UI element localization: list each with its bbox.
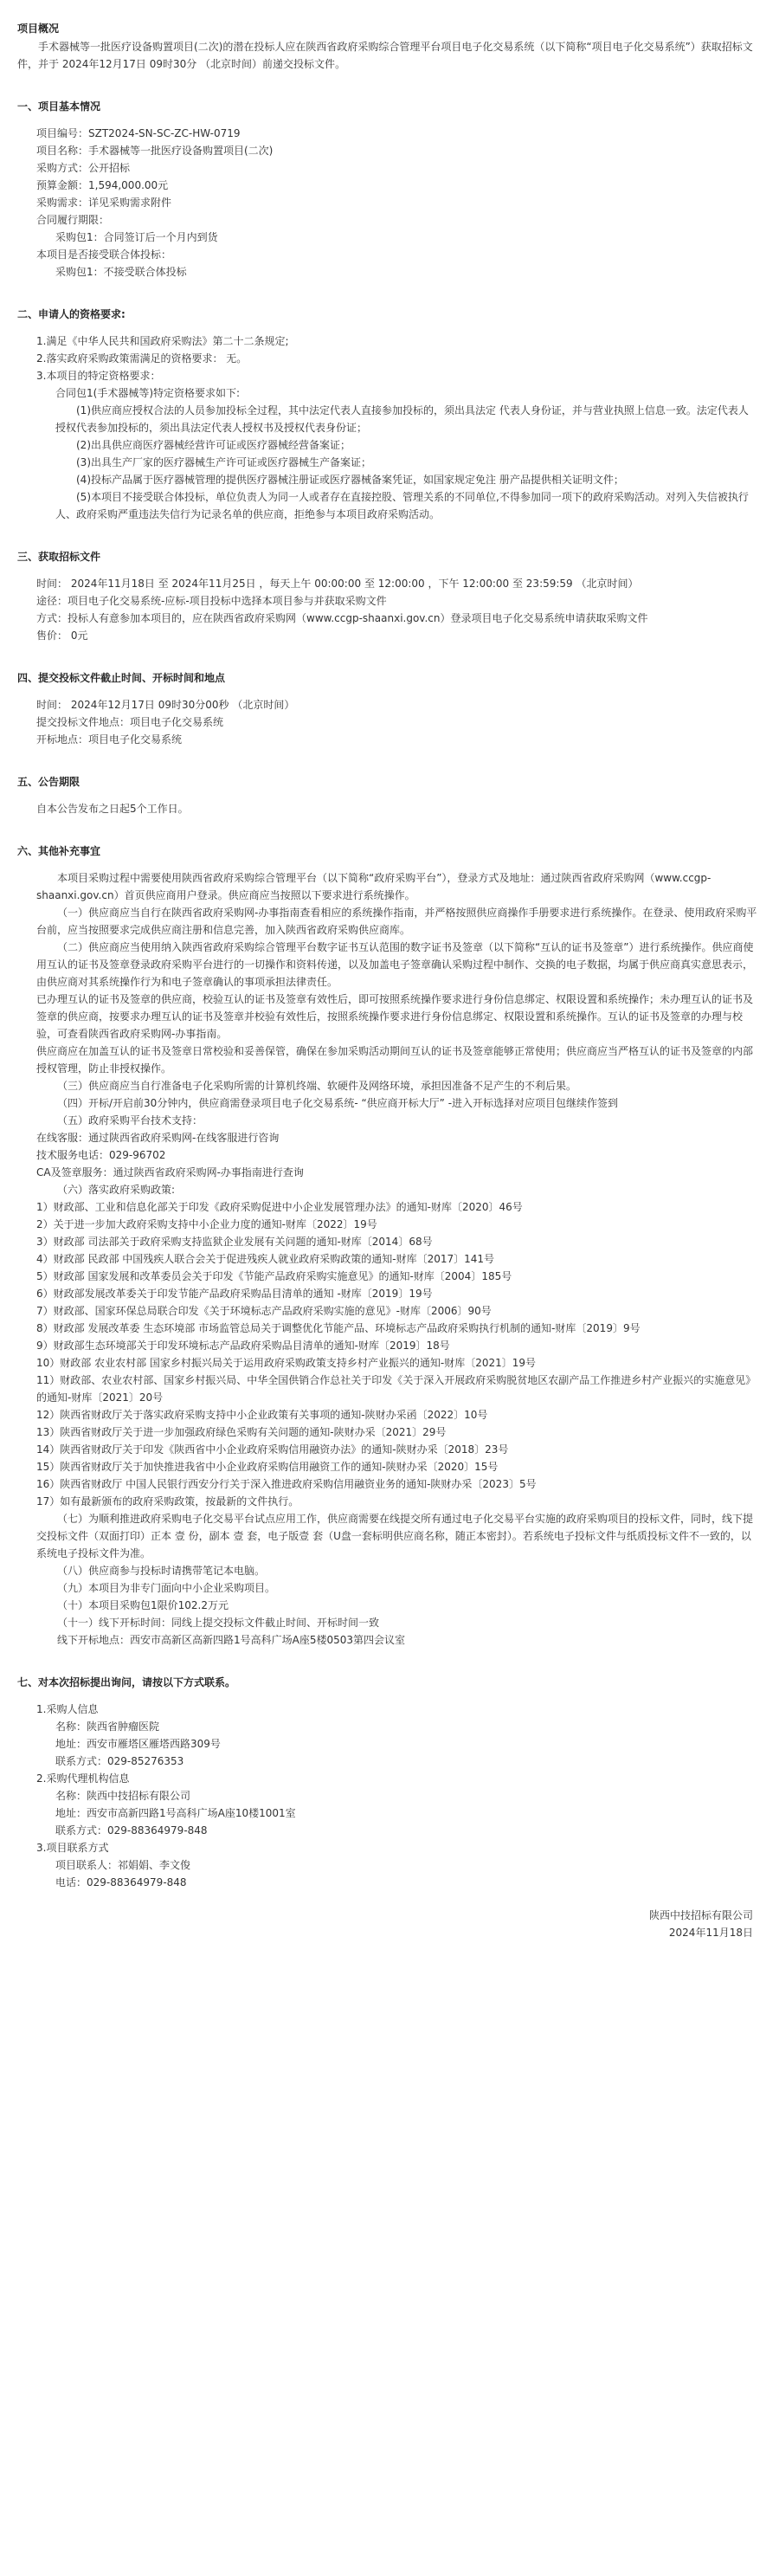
policy-item: 9）财政部生态环境部关于印发环境标志产品政府采购品目清单的通知-财库〔2019〕18号 <box>36 1340 450 1352</box>
other-item-8: （八）供应商参与投标时请携带笔记本电脑。 <box>57 1565 266 1577</box>
buyer-info-title: 1.采购人信息 <box>36 1703 99 1715</box>
other-item-6: （六）落实政府采购政策: <box>57 1184 176 1196</box>
policy-item: 11）财政部、农业农村部、国家乡村振兴局、中华全国供销合作总社关于印发《关于深入开展政府采购脱贫地区农副产品工作推进乡村产业振兴的实施意见》的通知-财库〔2021〕20号 <box>36 1374 756 1404</box>
section-7-title: 七、对本次招标提出询问，请按以下方式联系。 <box>17 1676 236 1688</box>
submit-location: 提交投标文件地点：项目电子化交易系统 <box>36 716 224 728</box>
policy-item: 13）陕西省财政厅关于进一步加强政府绿色采购有关问题的通知-陕财办采〔2021〕29号 <box>36 1426 447 1438</box>
buyer-address: 地址：西安市雁塔区雁塔西路309号 <box>55 1738 221 1750</box>
policy-item: 14）陕西省财政厅关于印发《陕西省中小企业政府采购信用融资办法》的通知-陕财办采〔2018〕23号 <box>36 1443 509 1456</box>
requirement-1: 1.满足《中华人民共和国政府采购法》第二十二条规定; <box>36 335 289 347</box>
other-item-5: （五）政府采购平台技术支持： <box>57 1114 203 1127</box>
specific-requirement: (5)本项目不接受联合体投标，单位负责人为同一人或者存在直接控股、管理关系的不同单位,不得参加同一项下的政府采购活动。对列入失信被执行人、政府采购严重违法失信行为记录名单的供应商，拒绝参与本项目政府采购活动。 <box>55 491 749 520</box>
other-item-1: （一）供应商应当自行在陕西省政府采购网-办事指南查看相应的系统操作指南，并严格按照供应商操作手册要求进行系统操作。在登录、使用政府采购平台前，应当按照要求完成供应商注册和信息完善，加入陕西省政府采购供应商库。 <box>36 907 757 936</box>
package-1-term: 采购包1：合同签订后一个月内到货 <box>55 231 218 243</box>
policy-item: 2）关于进一步加大政府采购支持中小企业力度的通知-财库〔2022〕19号 <box>36 1218 377 1230</box>
section-5-title: 五、公告期限 <box>17 776 80 788</box>
notice-period-text: 自本公告发布之日起5个工作日。 <box>36 803 189 815</box>
policy-item: 17）如有最新颁布的政府采购政策，按最新的文件执行。 <box>36 1495 299 1508</box>
policy-item: 12）陕西省财政厅关于落实政府采购支持中小企业政策有关事项的通知-陕财办采函〔2022〕10号 <box>36 1409 488 1421</box>
specific-requirement: (2)出具供应商医疗器械经营许可证或医疗器械经营备案证； <box>76 439 351 451</box>
project-name: 项目名称：手术器械等一批医疗设备购置项目(二次) <box>36 145 274 157</box>
contact-person: 项目联系人：祁娟娟、李文俊 <box>55 1859 191 1871</box>
section-2-title: 二、申请人的资格要求: <box>17 308 126 320</box>
budget-amount: 预算金额：1,594,000.00元 <box>36 179 169 191</box>
deadline-time: 时间： 2024年12月17日 09时30分00秒 （北京时间） <box>36 699 295 711</box>
policy-item: 8）财政部 发展改革委 生态环境部 市场监管总局关于调整优化节能产品、环境标志产品政府采购执行机制的通知-财库〔2019〕9号 <box>36 1322 641 1334</box>
buyer-phone: 联系方式：029-85276353 <box>55 1755 184 1767</box>
policy-item: 7）财政部、国家环保总局联合印发《关于环境标志产品政府采购实施的意见》-财库〔2006〕90号 <box>36 1305 492 1317</box>
opening-location: 开标地点：项目电子化交易系统 <box>36 733 183 746</box>
procurement-needs: 采购需求：详见采购需求附件 <box>36 197 172 209</box>
policy-item: 15）陕西省财政厅关于加快推进我省中小企业政府采购信用融资工作的通知-陕财办采〔2020〕15号 <box>36 1461 499 1473</box>
other-item-4: （四）开标/开启前30分钟内，供应商需登录项目电子化交易系统- “供应商开标大厅” -进入开标选择对应项目包继续作签到 <box>57 1097 619 1109</box>
policy-item: 1）财政部、工业和信息化部关于印发《政府采购促进中小企业发展管理办法》的通知-财库〔2020〕46号 <box>36 1201 523 1213</box>
overview-text: 手术器械等一批医疗设备购置项目(二次)的潜在投标人应在陕西省政府采购综合管理平台项目电子化交易系统（以下简称“项目电子化交易系统”）获取招标文件，并于 2024年12月17日 09时30分 （北京时间）前递交投标文件。 <box>17 41 753 70</box>
section-deadline <box>17 668 758 748</box>
other-item-3: （三）供应商应当自行准备电子化采购所需的计算机终端、软硬件及网络环境，承担因准备不足产生的不利后果。 <box>57 1080 577 1092</box>
other-item-2-detail: 已办理互认的证书及签章的供应商，校验互认的证书及签章有效性后，即可按照系统操作要求进行身份信息绑定、权限设置和系统操作；未办理互认的证书及签章的供应商，按要求办理互认的证书及签章并校验有效性后，按照系统操作要求进行身份信息绑定、权限设置和系统操作。互认的证书及签章的办理与校验，可查看陕西省政府采购网-办事指南。 <box>36 993 754 1040</box>
policy-item: 16）陕西省财政厅 中国人民银行西安分行关于深入推进政府采购信用融资业务的通知-陕财办采〔2023〕5号 <box>36 1478 537 1490</box>
requirement-2: 2.落实政府采购政策需满足的资格要求： 无。 <box>36 352 248 365</box>
contact-info-title: 3.项目联系方式 <box>36 1842 109 1854</box>
online-support: 在线客服：通过陕西省政府采购网-在线客服进行咨询 <box>36 1132 280 1144</box>
agent-name: 名称：陕西中技招标有限公司 <box>55 1790 191 1802</box>
agent-address: 地址：西安市高新四路1号高科广场A座10楼1001室 <box>55 1807 296 1819</box>
section-contacts <box>17 1673 758 1891</box>
requirement-3: 3.本项目的特定资格要求： <box>36 370 161 382</box>
package-1-requirements-intro: 合同包1(手术器械等)特定资格要求如下: <box>55 387 241 399</box>
section-other-matters <box>17 842 758 1649</box>
obtain-method: 方式：投标人有意参加本项目的，应在陕西省政府采购网（www.ccgp-shaanxi.gov.cn）登录项目电子化交易系统申请获取采购文件 <box>36 612 648 624</box>
section-basic-info <box>17 97 758 281</box>
procurement-method: 采购方式：公开招标 <box>36 162 131 174</box>
other-item-2-note: 供应商应在加盖互认的证书及签章日常校验和妥善保管，确保在参加采购活动期间互认的证书及签章能够正常使用；供应商应当严格互认的证书及签章的内部授权管理，防止非授权操作。 <box>36 1045 754 1075</box>
agent-phone: 联系方式：029-88364979-848 <box>55 1824 208 1837</box>
policy-item: 3）财政部 司法部关于政府采购支持监狱企业发展有关问题的通知-财库〔2014〕68号 <box>36 1236 433 1248</box>
specific-requirement: (3)出具生产厂家的医疗器械生产许可证或医疗器械生产备案证； <box>76 456 372 468</box>
signature-org: 陕西中技招标有限公司 <box>648 1909 753 1921</box>
other-item-2: （二）供应商应当使用纳入陕西省政府采购综合管理平台数字证书互认范围的数字证书及签章（以下简称“互认的证书及签章”）进行系统操作。供应商使用互认的证书及签章登录政府采购平台进行的一切操作和资料传递，以及加盖电子签章确认采购过程中制作、交换的电子数据，均属于供应商真实意思表示，由供应商对其系统操作行为和电子签章确认的事项承担法律责任。 <box>36 941 754 988</box>
other-item-7: （七）为顺利推进政府采购电子化交易平台试点应用工作，供应商需要在线提交所有通过电子化交易平台实施的政府采购项目的投标文件，同时，线下提交投标文件（双面打印）正本 壹 份，副本 壹 套，电子版壹 套（U盘一套标明供应商名称，随正本密封）。若系统电子投标文件与纸质投标文件不一致的，以系统电子投标文件为准。 <box>36 1513 754 1559</box>
section-obtain-documents <box>17 547 758 644</box>
package-1-consortium: 采购包1：不接受联合体投标 <box>55 266 187 278</box>
obtain-time: 时间： 2024年11月18日 至 2024年11月25日 ，每天上午 00:00:00 至 12:00:00 ，下午 12:00:00 至 23:59:59 （北京时间） <box>36 578 639 590</box>
policy-item: 4）财政部 民政部 中国残疾人联合会关于促进残疾人就业政府采购政策的通知-财库〔2017〕141号 <box>36 1253 495 1265</box>
platform-intro: 本项目采购过程中需要使用陕西省政府采购综合管理平台（以下简称“政府采购平台”），登录方式及地址：通过陕西省政府采购网（www.ccgp-shaanxi.gov.cn）首页供应商用户登录。供应商应当按照以下要求进行系统操作。 <box>36 872 711 901</box>
contact-phone: 电话：029-88364979-848 <box>55 1876 187 1888</box>
overview-section <box>17 19 758 73</box>
section-1-title: 一、项目基本情况 <box>17 100 101 113</box>
signature-date: 2024年11月18日 <box>668 1927 753 1939</box>
section-notice-period <box>17 772 758 817</box>
section-6-title: 六、其他补充事宜 <box>17 845 101 857</box>
section-4-title: 四、提交投标文件截止时间、开标时间和地点 <box>17 672 226 684</box>
section-qualifications <box>17 305 758 523</box>
project-number: 项目编号：SZT2024-SN-SC-ZC-HW-0719 <box>36 127 241 139</box>
support-phone: 技术服务电话：029-96702 <box>36 1149 166 1161</box>
other-item-9: （九）本项目为非专门面向中小企业采购项目。 <box>57 1582 276 1594</box>
ca-service: CA及签章服务：通过陕西省政府采购网-办事指南进行查询 <box>36 1166 304 1178</box>
overview-title: 项目概况 <box>17 23 60 35</box>
section-3-title: 三、获取招标文件 <box>17 551 101 563</box>
contract-term-label: 合同履行期限： <box>36 214 110 226</box>
specific-requirement: (1)供应商应授权合法的人员参加投标全过程，其中法定代表人直接参加投标的，须出具法定 代表人身份证，并与营业执照上信息一致。法定代表人授权代表参加投标的，须出具法定代表人授权书及授权代表身份证； <box>55 404 749 434</box>
specific-requirement: (4)投标产品属于医疗器械管理的提供医疗器械注册证或医疗器械备案凭证，如国家规定免注 册产品提供相关证明文件； <box>76 474 624 486</box>
signature-block <box>17 1907 758 1941</box>
obtain-channel: 途径：项目电子化交易系统-应标-项目投标中选择本项目参与并获取采购文件 <box>36 595 387 607</box>
policy-item: 5）财政部 国家发展和改革委员会关于印发《节能产品政府采购实施意见》的通知-财库〔2004〕185号 <box>36 1270 512 1282</box>
buyer-name: 名称：陕西省肿瘤医院 <box>55 1721 160 1733</box>
policy-item: 10）财政部 农业农村部 国家乡村振兴局关于运用政府采购政策支持乡村产业振兴的通知-财库〔2021〕19号 <box>36 1357 537 1369</box>
document-price: 售价： 0元 <box>36 629 88 642</box>
other-item-10: （十）本项目采购包1限价102.2万元 <box>57 1599 229 1611</box>
offline-opening-location: 线下开标地点：西安市高新区高新四路1号高科广场A座5楼0503第四会议室 <box>57 1634 406 1646</box>
agent-info-title: 2.采购代理机构信息 <box>36 1772 130 1785</box>
policy-item: 6）财政部发展改革委关于印发节能产品政府采购品目清单的通知 -财库〔2019〕19号 <box>36 1288 433 1300</box>
other-item-11: （十一）线下开标时间：同线上提交投标文件截止时间、开标时间一致 <box>57 1617 380 1629</box>
consortium-label: 本项目是否接受联合体投标： <box>36 249 172 261</box>
